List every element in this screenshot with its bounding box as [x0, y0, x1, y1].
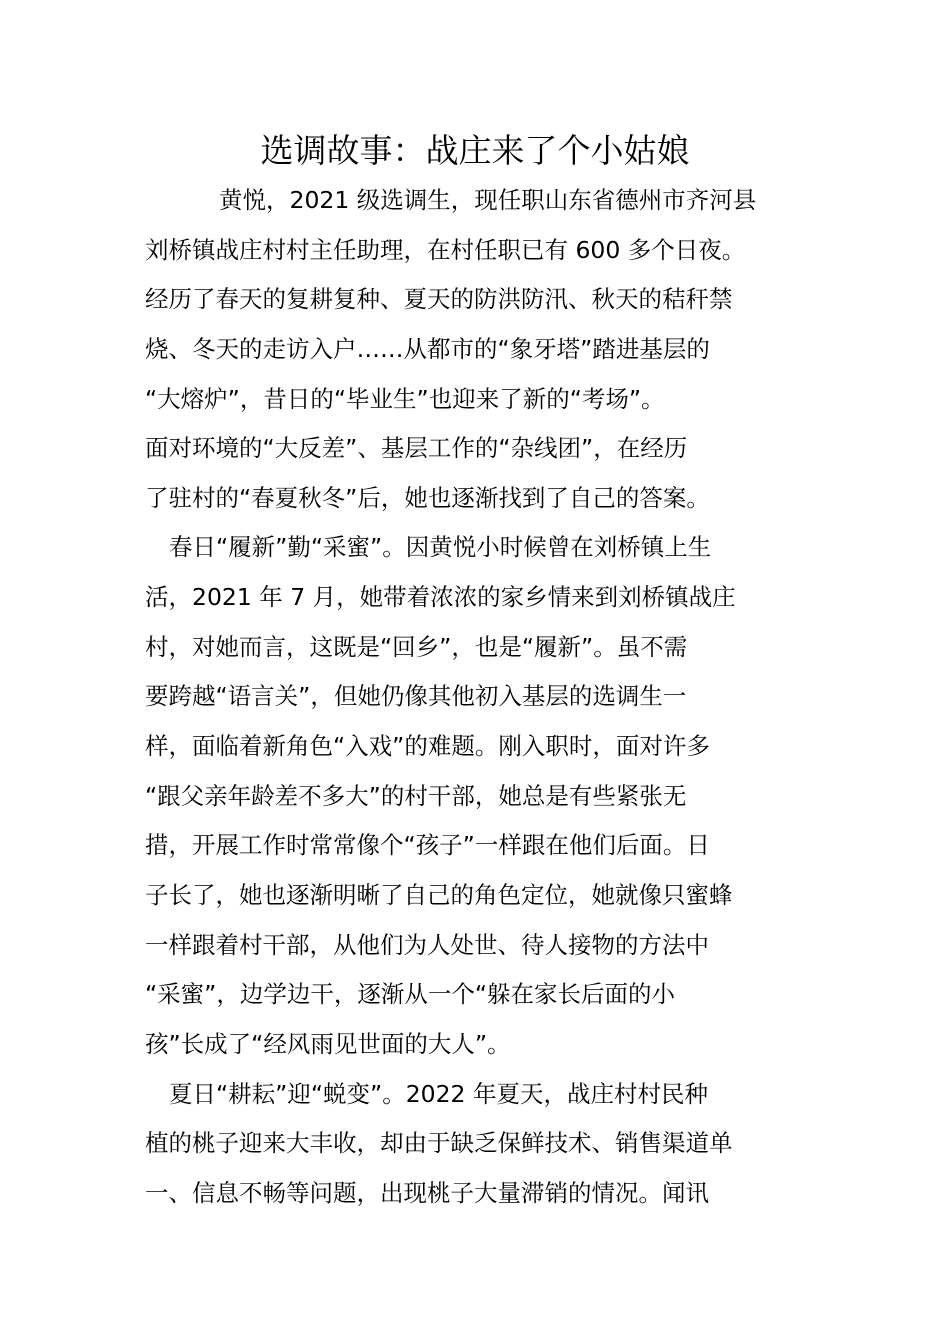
page-title: 选调故事：战庄来了个小姑娘 — [260, 131, 690, 170]
paragraph — [145, 1070, 810, 1219]
text-line: 了驻村的“春夏秋冬”后，她也逐渐找到了自己的答案。 — [145, 483, 710, 512]
text-line: “跟父亲年龄差不多大”的村干部，她总是有些紧张无 — [145, 781, 687, 810]
text-line: 夏日“耕耘”迎“蜕变”。2022 年夏天，战庄村村民种 — [169, 1079, 708, 1108]
text-line: 植的桃子迎来大丰收，却由于缺乏保鲜技术、销售渠道单 — [145, 1129, 733, 1158]
text-line: “大熔炉”，昔日的“毕业生”也迎来了新的“考场”。 — [145, 384, 665, 413]
text-line: 措，开展工作时常常像个“孩子”一样跟在他们后面。日 — [145, 831, 710, 860]
text-line: 活，2021 年 7 月，她带着浓浓的家乡情来到刘桥镇战庄 — [145, 583, 736, 612]
text-line: 一样跟着村干部，从他们为人处世、待人接物的方法中 — [145, 930, 709, 959]
text-line: 烧、冬天的走访入户……从都市的“象牙塔”踏进基层的 — [145, 334, 710, 363]
text-line: 春日“履新”勤“采蜜”。因黄悦小时候曾在刘桥镇上生 — [169, 533, 712, 562]
text-line: 孩”长成了“经风雨见世面的大人”。 — [145, 1029, 511, 1058]
paragraph — [145, 523, 810, 1069]
text-line: “采蜜”，边学边干，逐渐从一个“躲在家长后面的小 — [145, 980, 676, 1009]
paragraph — [145, 176, 810, 523]
text-line: 子长了，她也逐渐明晰了自己的角色定位，她就像只蜜蜂 — [145, 880, 733, 909]
text-line: 一、信息不畅等问题，出现桃子大量滞销的情况。闻讯 — [145, 1178, 709, 1207]
text-line: 要跨越“语言关”，但她仍像其他初入基层的选调生一 — [145, 682, 687, 711]
text-line: 样，面临着新角色“入戏”的难题。刚入职时，面对许多 — [145, 732, 710, 761]
text-line: 黄悦，2021 级选调生，现任职山东省德州市齐河县 — [219, 186, 757, 214]
text-line: 村，对她而言，这既是“回乡”，也是“履新”。虽不需 — [145, 632, 688, 661]
text-line: 面对环境的“大反差”、基层工作的“杂线团”，在经历 — [145, 434, 688, 463]
text-line: 刘桥镇战庄村村主任助理，在村任职已有 600 多个日夜。 — [145, 235, 746, 264]
text-line: 经历了春天的复耕复种、夏天的防洪防汛、秋天的秸秆禁 — [145, 285, 733, 314]
article-body — [145, 176, 810, 1218]
